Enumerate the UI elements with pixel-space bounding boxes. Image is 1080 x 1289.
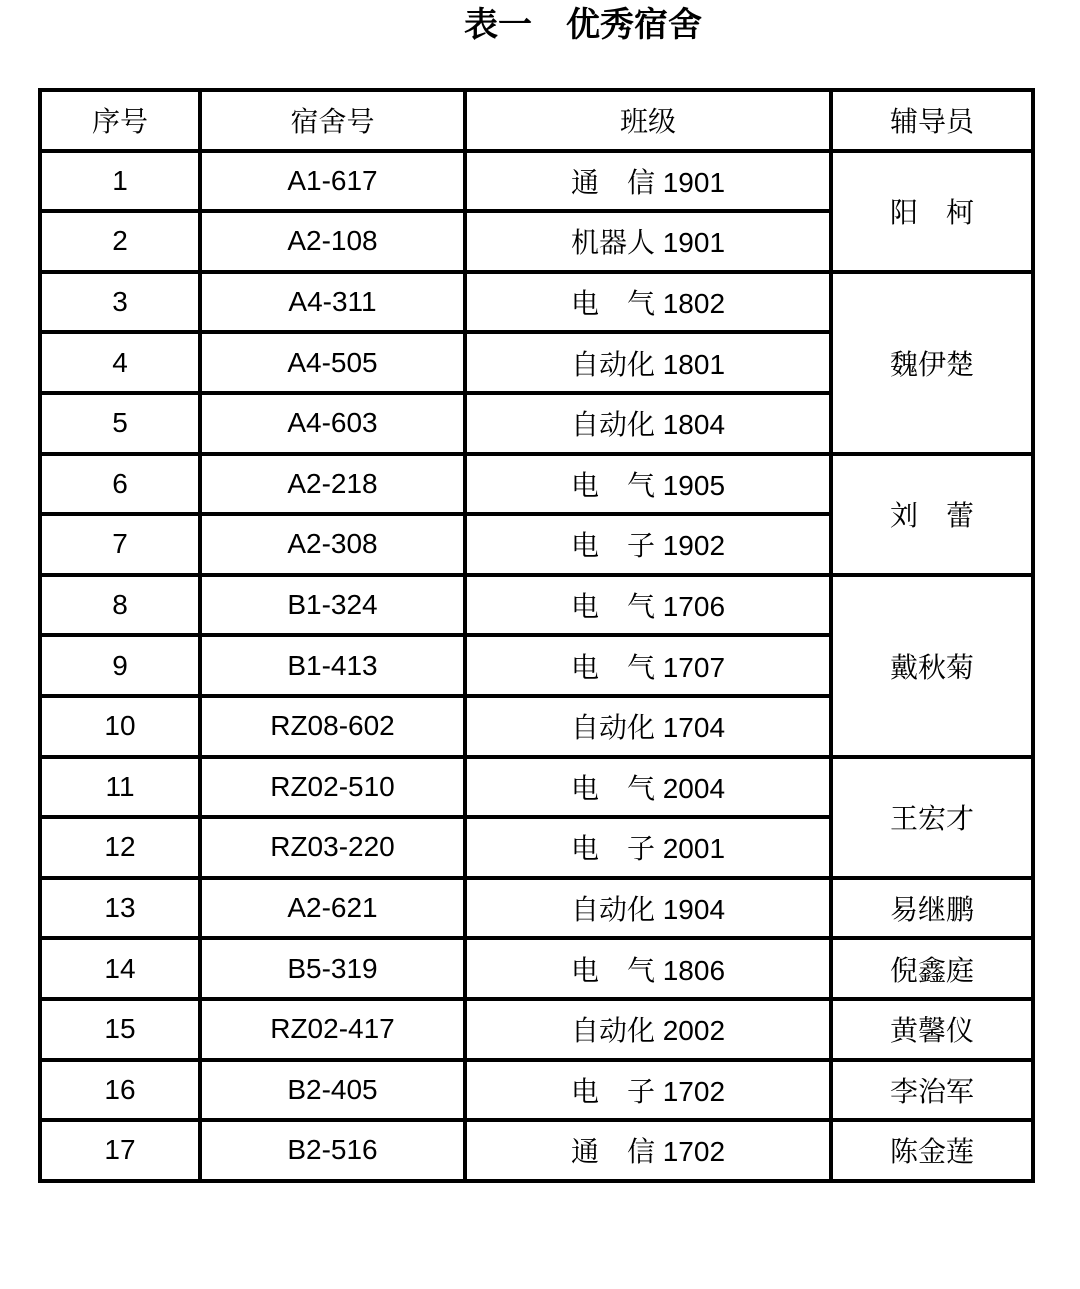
page-title: 表一 优秀宿舍 bbox=[464, 6, 702, 44]
cell-class: 电 子 1902 bbox=[465, 514, 831, 575]
cell-index: 11 bbox=[40, 757, 200, 818]
cell-dorm: RZ02-417 bbox=[200, 999, 465, 1060]
table-row bbox=[40, 151, 1033, 212]
cell-index: 7 bbox=[40, 514, 200, 575]
cell-dorm: A2-621 bbox=[200, 878, 465, 939]
cell-dorm: RZ03-220 bbox=[200, 817, 465, 878]
table-row bbox=[40, 272, 1033, 333]
dormitory-table bbox=[38, 88, 1035, 1183]
cell-dorm: B2-405 bbox=[200, 1060, 465, 1121]
table-row bbox=[40, 575, 1033, 636]
cell-index: 13 bbox=[40, 878, 200, 939]
cell-class: 电 子 1702 bbox=[465, 1060, 831, 1121]
header-row bbox=[40, 90, 1033, 151]
table-row bbox=[40, 878, 1033, 939]
table-row bbox=[40, 1060, 1033, 1121]
cell-index: 4 bbox=[40, 332, 200, 393]
cell-counselor: 易继鹏 bbox=[831, 878, 1033, 939]
cell-class: 电 气 1905 bbox=[465, 454, 831, 515]
col-header-class: 班级 bbox=[465, 90, 831, 151]
cell-index: 17 bbox=[40, 1120, 200, 1181]
cell-index: 2 bbox=[40, 211, 200, 272]
cell-index: 12 bbox=[40, 817, 200, 878]
cell-index: 9 bbox=[40, 635, 200, 696]
cell-counselor: 陈金莲 bbox=[831, 1120, 1033, 1181]
cell-dorm: B1-324 bbox=[200, 575, 465, 636]
cell-dorm: A4-505 bbox=[200, 332, 465, 393]
cell-class: 自动化 1704 bbox=[465, 696, 831, 757]
cell-index: 14 bbox=[40, 938, 200, 999]
cell-counselor: 王宏才 bbox=[831, 757, 1033, 878]
cell-class: 机器人 1901 bbox=[465, 211, 831, 272]
table-row bbox=[40, 454, 1033, 515]
cell-class: 自动化 1904 bbox=[465, 878, 831, 939]
cell-index: 8 bbox=[40, 575, 200, 636]
cell-dorm: RZ02-510 bbox=[200, 757, 465, 818]
cell-class: 电 气 1707 bbox=[465, 635, 831, 696]
col-header-counselor: 辅导员 bbox=[831, 90, 1033, 151]
table-row bbox=[40, 1120, 1033, 1181]
cell-dorm: B5-319 bbox=[200, 938, 465, 999]
cell-counselor: 刘 蕾 bbox=[831, 454, 1033, 575]
cell-class: 自动化 1801 bbox=[465, 332, 831, 393]
cell-class: 电 气 1706 bbox=[465, 575, 831, 636]
col-header-index: 序号 bbox=[40, 90, 200, 151]
cell-dorm: B2-516 bbox=[200, 1120, 465, 1181]
cell-class: 自动化 1804 bbox=[465, 393, 831, 454]
cell-counselor: 倪鑫庭 bbox=[831, 938, 1033, 999]
cell-counselor: 魏伊楚 bbox=[831, 272, 1033, 454]
cell-class: 电 气 2004 bbox=[465, 757, 831, 818]
cell-counselor: 戴秋菊 bbox=[831, 575, 1033, 757]
cell-class: 电 气 1802 bbox=[465, 272, 831, 333]
cell-index: 10 bbox=[40, 696, 200, 757]
cell-dorm: A2-308 bbox=[200, 514, 465, 575]
cell-dorm: A2-218 bbox=[200, 454, 465, 515]
col-header-dorm: 宿舍号 bbox=[200, 90, 465, 151]
cell-index: 6 bbox=[40, 454, 200, 515]
cell-class: 通 信 1901 bbox=[465, 151, 831, 212]
table-row bbox=[40, 757, 1033, 818]
cell-class: 电 子 2001 bbox=[465, 817, 831, 878]
cell-dorm: A2-108 bbox=[200, 211, 465, 272]
cell-class: 通 信 1702 bbox=[465, 1120, 831, 1181]
table-row bbox=[40, 999, 1033, 1060]
cell-class: 电 气 1806 bbox=[465, 938, 831, 999]
cell-dorm: A4-603 bbox=[200, 393, 465, 454]
cell-dorm: A4-311 bbox=[200, 272, 465, 333]
cell-class: 自动化 2002 bbox=[465, 999, 831, 1060]
cell-index: 3 bbox=[40, 272, 200, 333]
cell-dorm: RZ08-602 bbox=[200, 696, 465, 757]
cell-index: 1 bbox=[40, 151, 200, 212]
cell-counselor: 李治军 bbox=[831, 1060, 1033, 1121]
cell-dorm: A1-617 bbox=[200, 151, 465, 212]
cell-dorm: B1-413 bbox=[200, 635, 465, 696]
cell-counselor: 黄馨仪 bbox=[831, 999, 1033, 1060]
cell-counselor: 阳 柯 bbox=[831, 151, 1033, 272]
cell-index: 16 bbox=[40, 1060, 200, 1121]
cell-index: 15 bbox=[40, 999, 200, 1060]
cell-index: 5 bbox=[40, 393, 200, 454]
table-row bbox=[40, 938, 1033, 999]
